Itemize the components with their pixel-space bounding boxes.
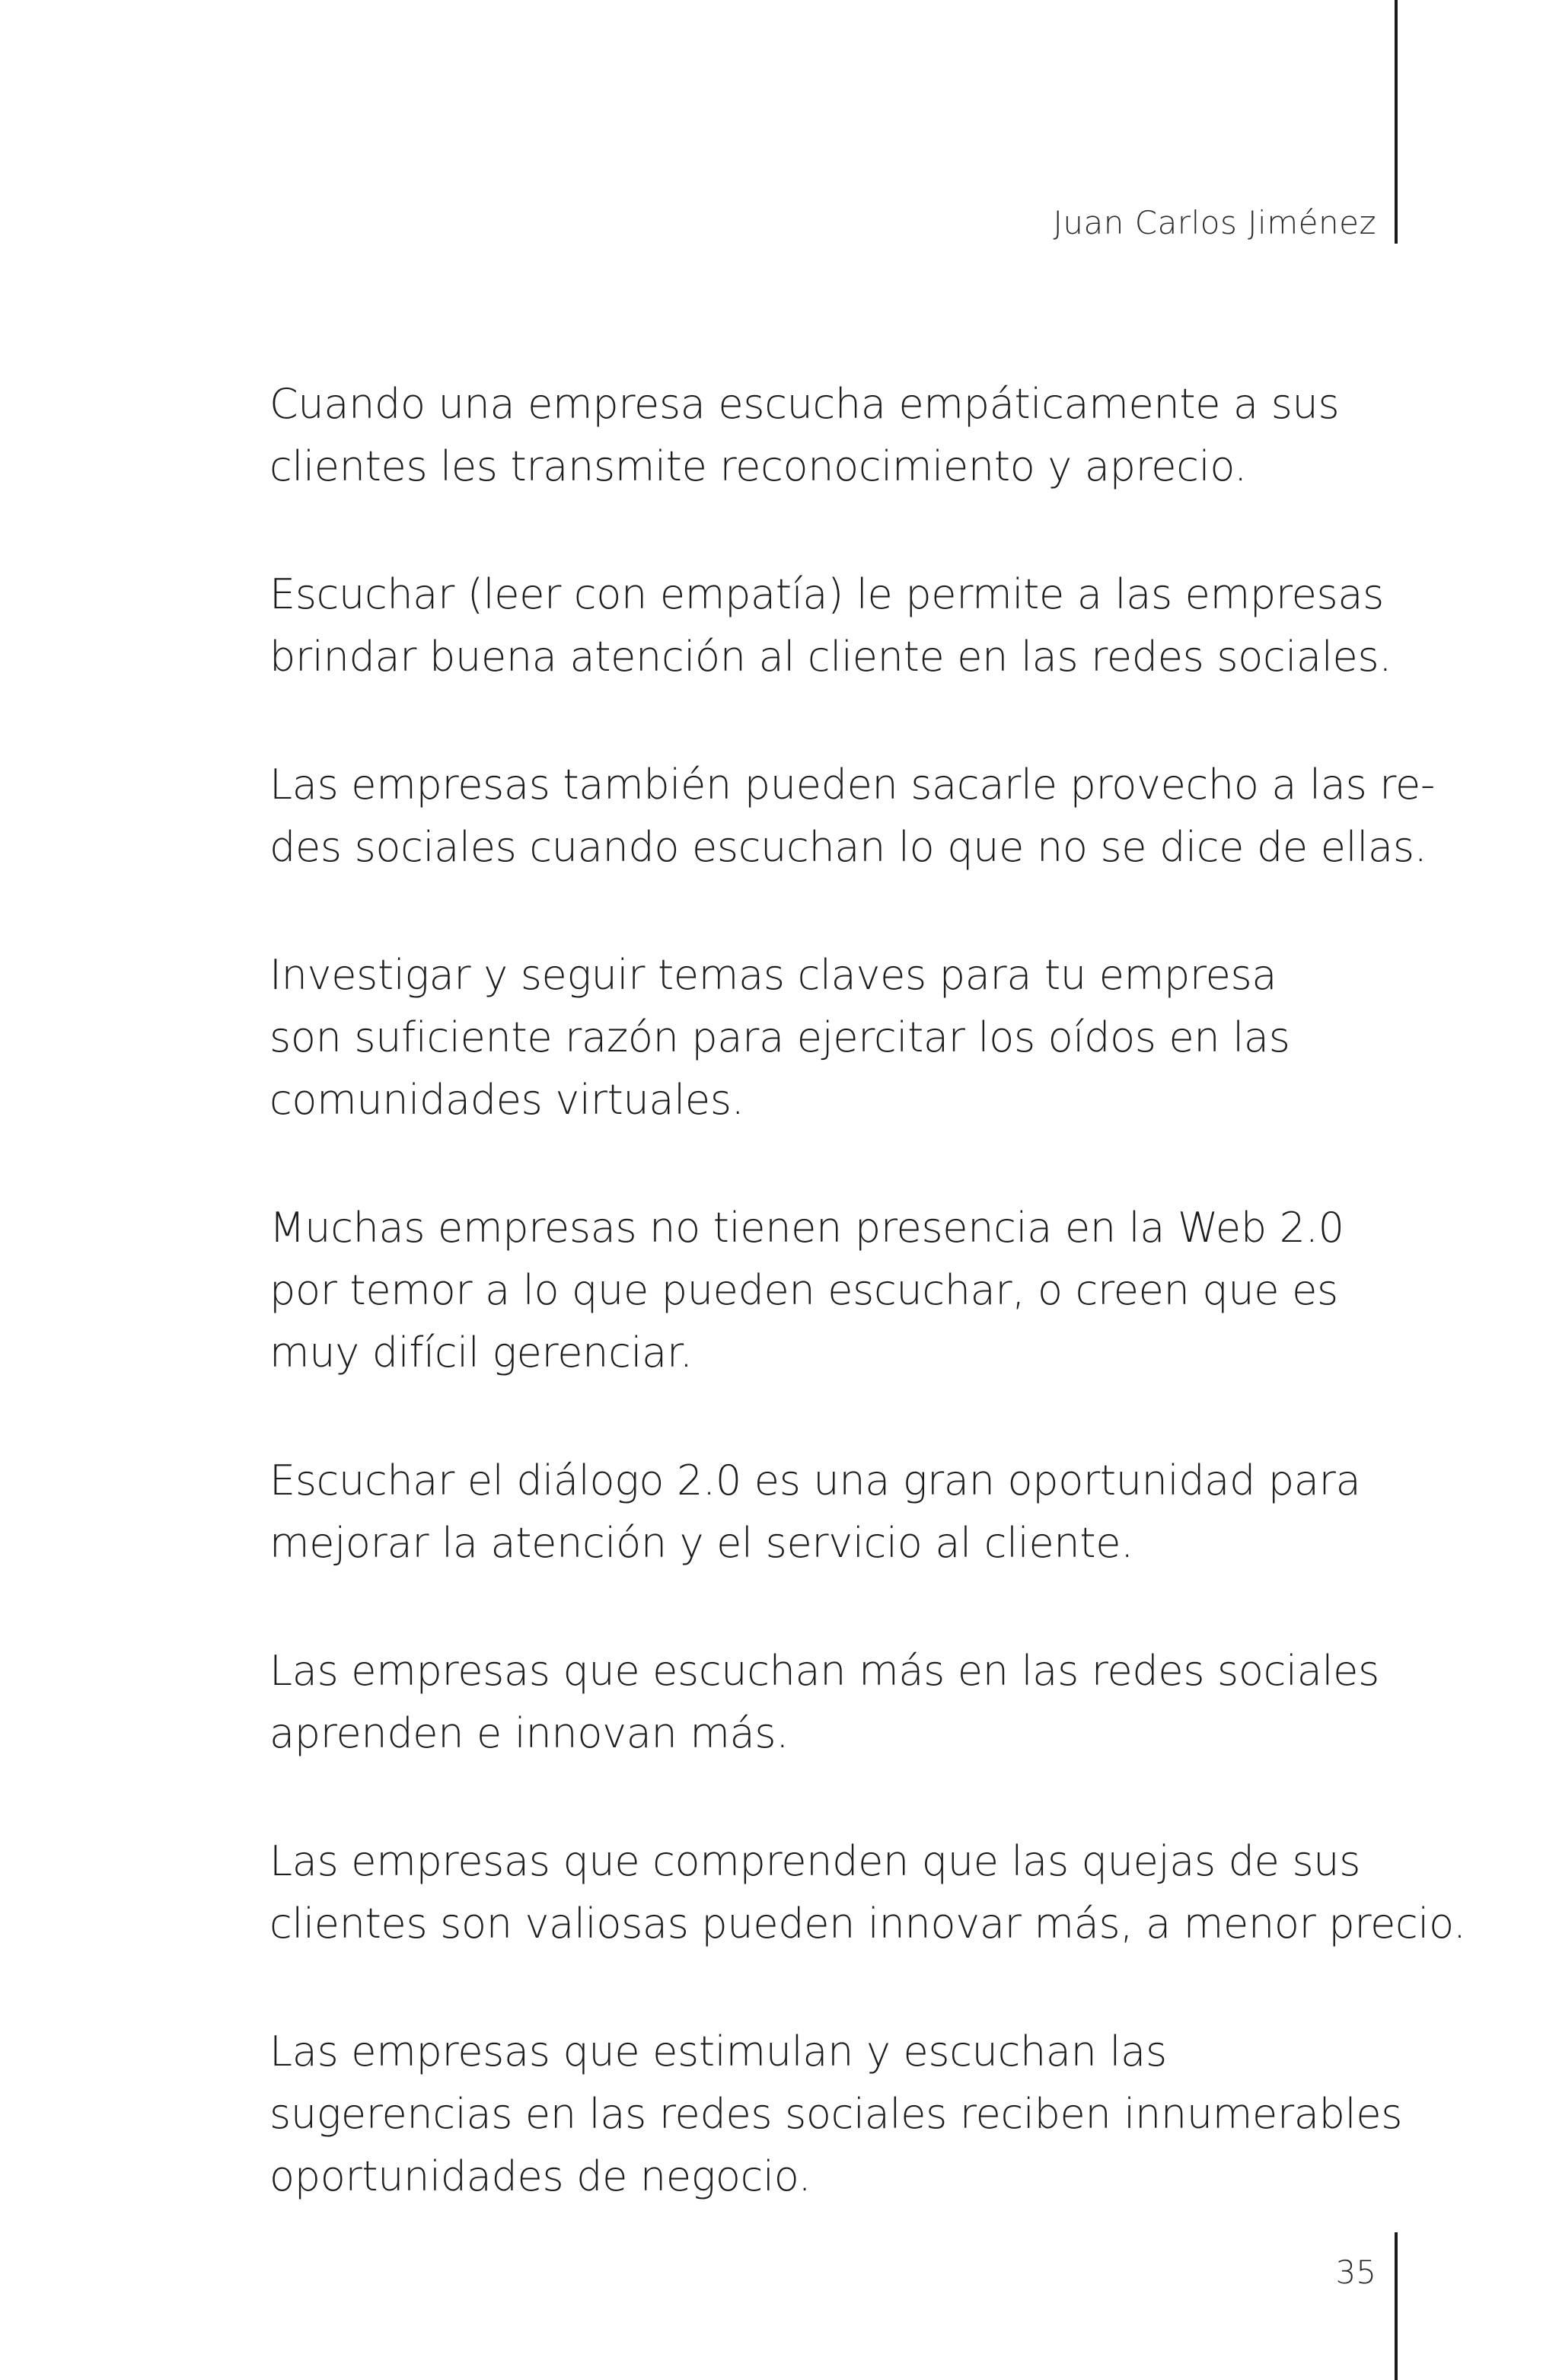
running-head-author: Juan Carlos Jiménez [1053, 204, 1376, 241]
text-line: comunidades virtuales. [269, 1076, 744, 1124]
bottom-margin-rule [1395, 2232, 1398, 2380]
top-margin-rule [1395, 0, 1398, 244]
text-line: Escuchar (leer con empatía) le permite a las empresas [269, 570, 1384, 618]
paragraph [269, 754, 1436, 879]
paragraph [269, 2021, 1411, 2208]
text-line: clientes son valiosas pueden innovar más, a menor precio. [269, 1900, 1466, 1948]
text-line: Las empresas que escuchan más en las redes sociales [269, 1647, 1379, 1695]
page-body [269, 373, 1466, 2273]
paragraph [269, 1197, 1411, 1384]
text-line: Las empresas también pueden sacarle provecho a las re- [269, 761, 1436, 809]
paragraph [269, 1450, 1411, 1574]
text-line: clientes les transmite reconocimiento y aprecio. [269, 442, 1247, 490]
text-line: Las empresas que comprenden que las quejas de sus [269, 1837, 1361, 1885]
text-line: Cuando una empresa escucha empáticamente a sus [269, 380, 1340, 428]
text-line: son suficiente razón para ejercitar los oídos en las [269, 1013, 1290, 1061]
text-line: sugerencias en las redes sociales reciben innumerables [269, 2090, 1403, 2138]
paragraph [269, 563, 1411, 688]
text-line: brindar buena atención al cliente en las redes sociales. [269, 633, 1392, 681]
text-line: Investigar y seguir temas claves para tu empresa [269, 951, 1277, 999]
text-line: Escuchar el diálogo 2.0 es una gran oportunidad para [269, 1456, 1361, 1504]
text-line: Muchas empresas no tienen presencia en la Web 2.0 [269, 1204, 1344, 1252]
paragraph [269, 1830, 1466, 1955]
paragraph [269, 1640, 1411, 1765]
text-line: muy difícil gerenciar. [269, 1329, 693, 1377]
text-line: Las empresas que estimulan y escuchan las [269, 2027, 1167, 2075]
text-line: por temor a lo que pueden escuchar, o creen que es [269, 1266, 1338, 1314]
text-line: aprenden e innovan más. [269, 1709, 789, 1757]
text-line: des sociales cuando escuchan lo que no se dice de ellas. [269, 823, 1427, 871]
page-number: 35 [1335, 2254, 1376, 2291]
text-line: oportunidades de negocio. [269, 2152, 811, 2200]
paragraph [269, 944, 1411, 1131]
paragraph [269, 373, 1411, 498]
text-line: mejorar la atención y el servicio al cliente. [269, 1519, 1134, 1567]
